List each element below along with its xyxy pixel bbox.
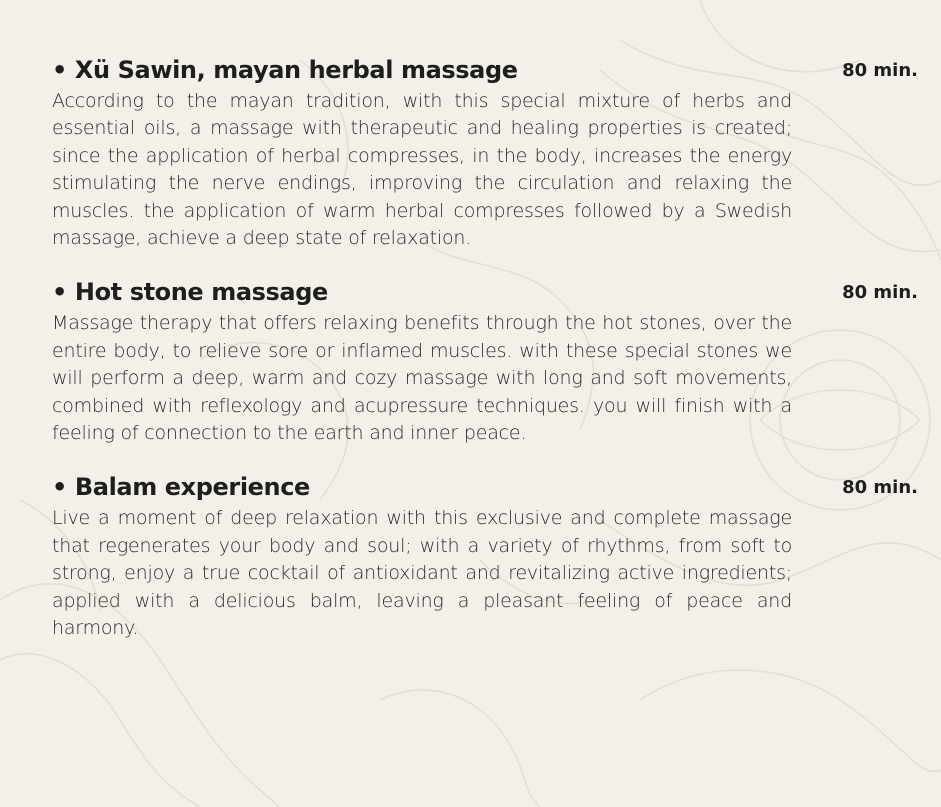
service-header [52, 473, 922, 505]
service-xu-sawin [52, 56, 922, 252]
service-description: Massage therapy that offers relaxing benefits through the hot stones, over the entire body, to relieve sore or inflamed muscles. with these special stones we will perform a deep, warm and cozy massage with long and soft movements, combined with reflexology and acupressure techniques. you will finish with a feeling of connection to the earth and inner peace. [52, 312, 792, 445]
service-description: According to the mayan tradition, with this special mixture of herbs and essential oils, a massage with therapeutic and healing properties is created; since the application of herbal compresses, in the body, increases the energy stimulating the nerve endings, improving the circulation and relaxing the muscles. the application of warm herbal compresses followed by a Swedish massage, achieve a deep state of relaxation. [52, 90, 792, 250]
service-duration: 80 min. [842, 60, 918, 81]
service-duration: 80 min. [842, 282, 918, 304]
service-hot-stone [52, 278, 922, 447]
service-title: • Xü Sawin, mayan herbal massage [52, 56, 518, 84]
service-duration: 80 min. [842, 477, 918, 499]
service-description: Live a moment of deep relaxation with this exclusive and complete massage that regenerates your body and soul; with a variety of rhythms, from soft to strong, enjoy a true cocktail of antioxidant and revitalizing active ingredients; applied with a delicious balm, leaving a pleasant feeling of peace and harmony. [52, 507, 792, 640]
service-header [52, 278, 922, 310]
service-header [52, 56, 922, 88]
service-title: • Hot stone massage [52, 278, 328, 307]
service-title: • Balam experience [52, 473, 310, 502]
service-balam-experience [52, 473, 922, 642]
spa-service-menu [52, 56, 922, 669]
